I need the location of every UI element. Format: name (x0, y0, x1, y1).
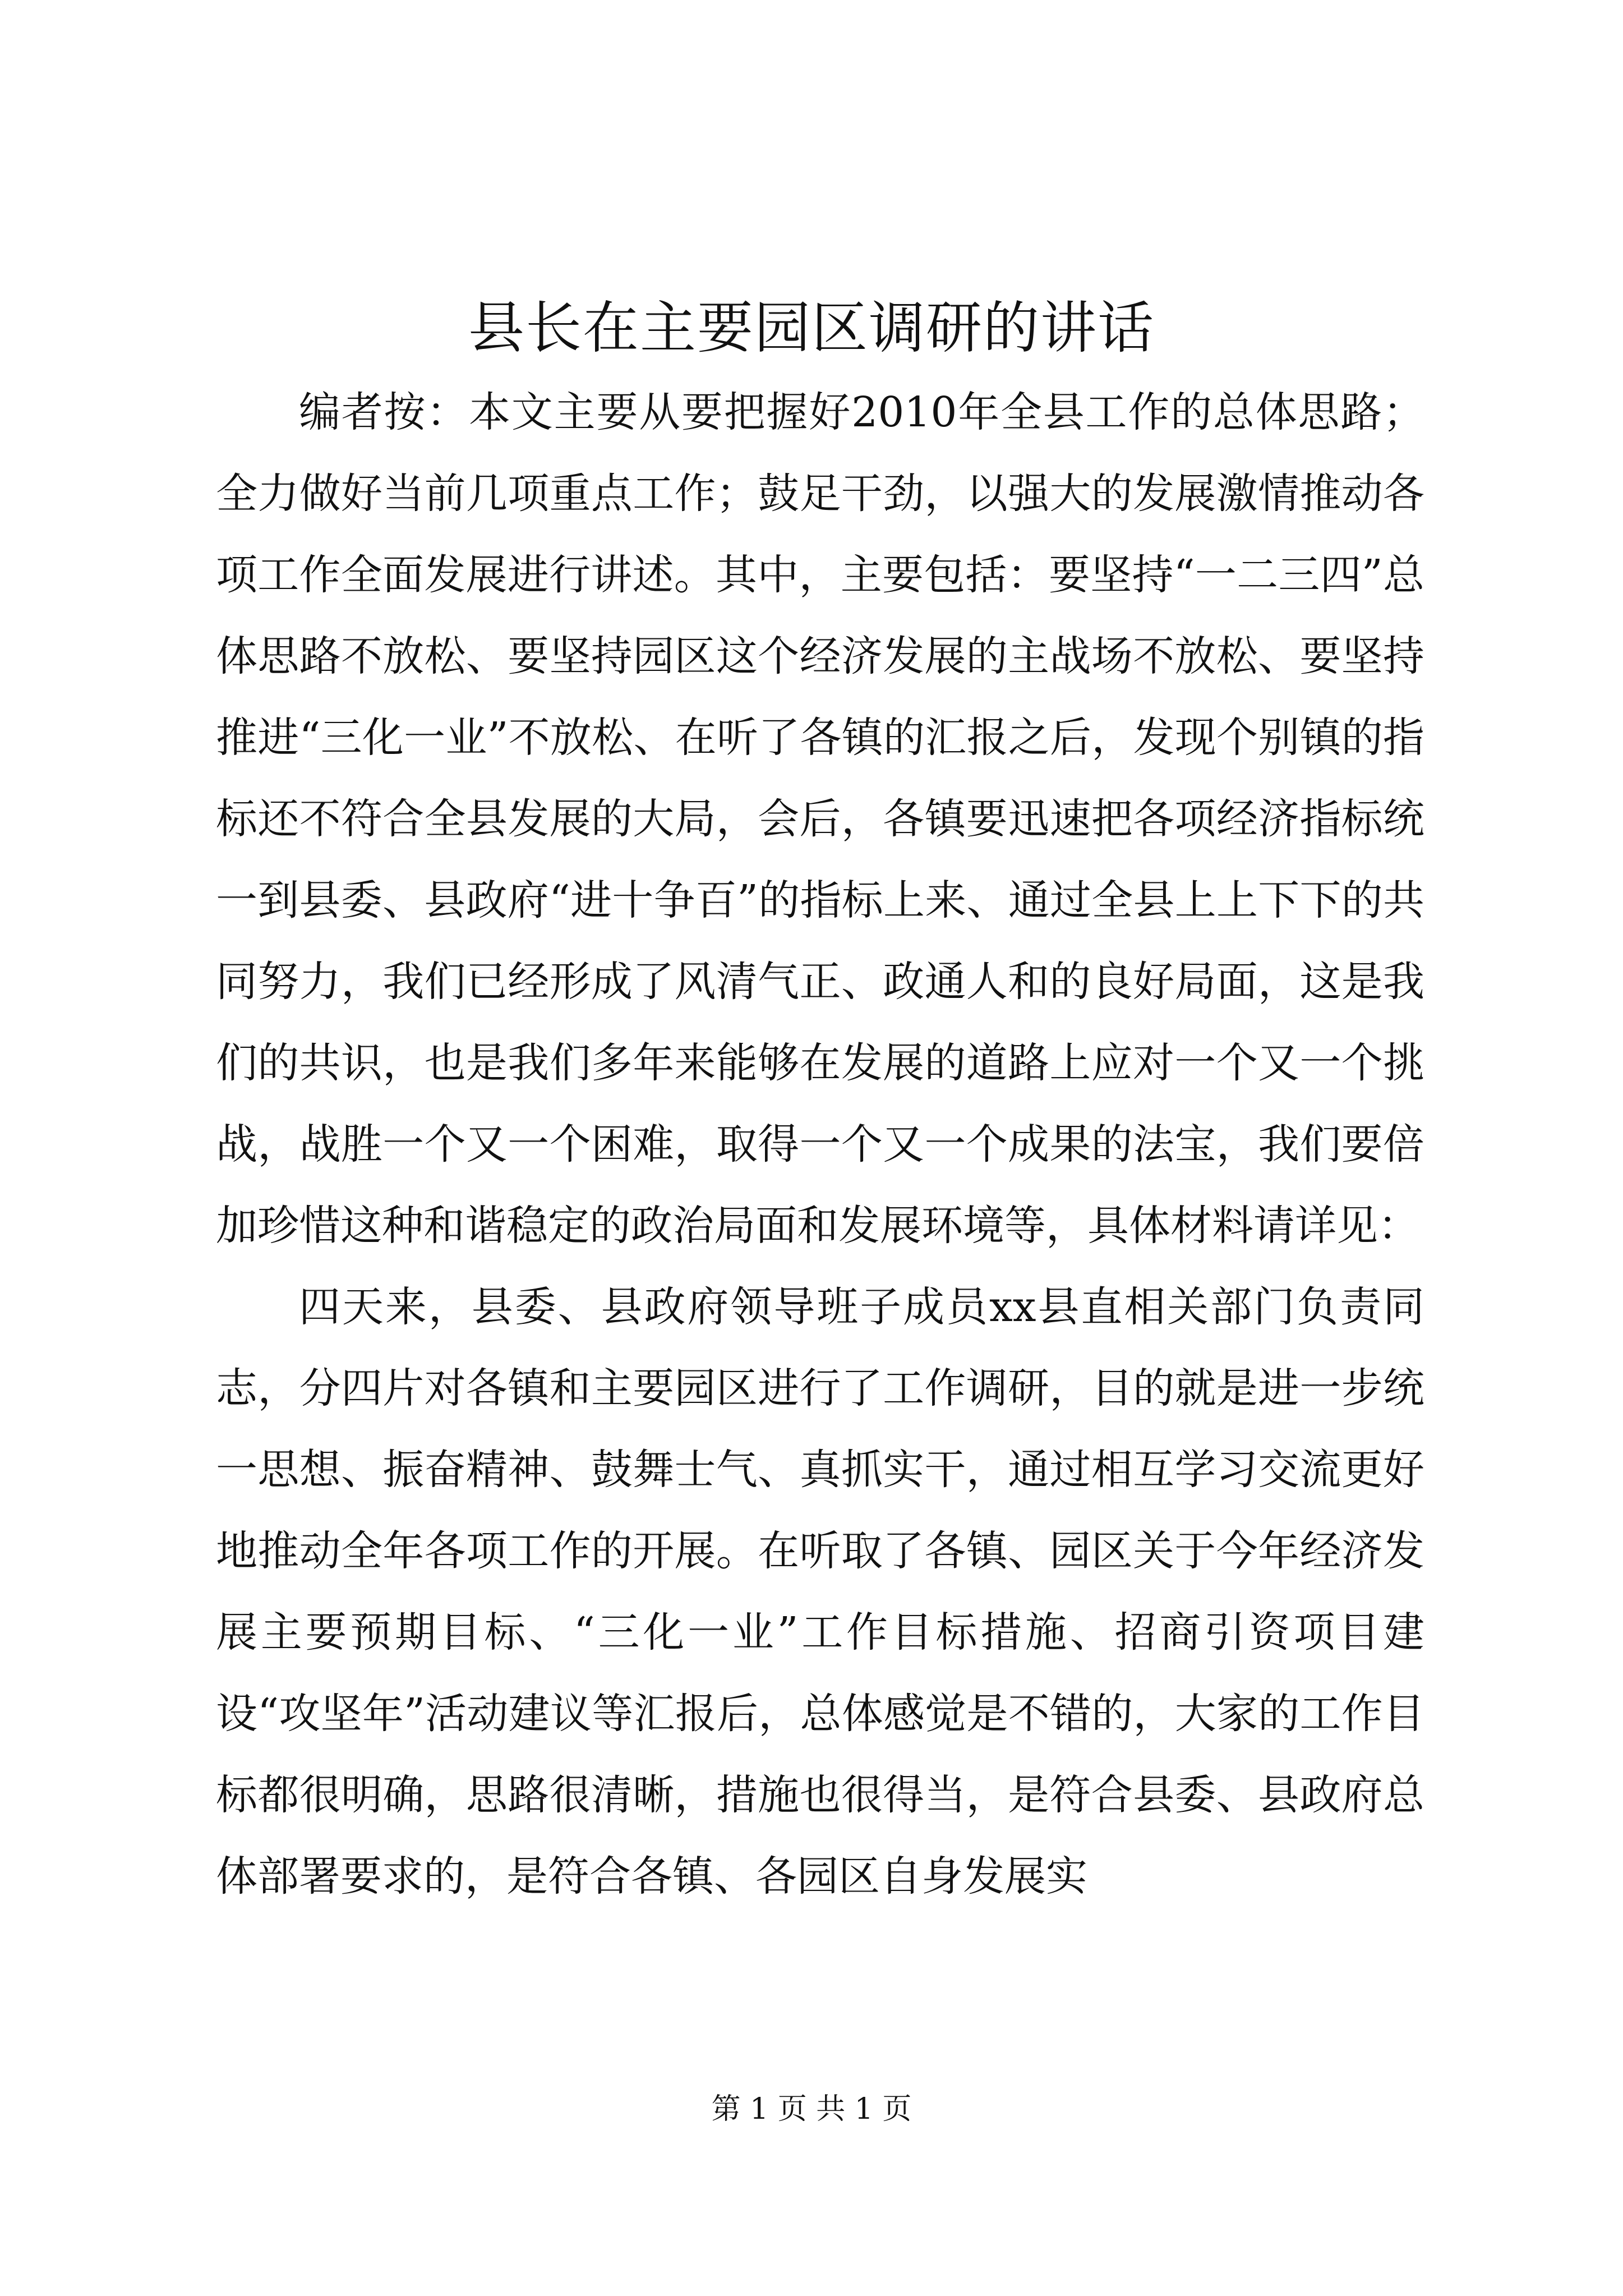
paragraph-editor-note: 编者按：本文主要从要把握好2010年全县工作的总体思路；全力做好当前几项重点工作；鼓足干劲，以强大的发展激情推动各项工作全面发展进行讲述。其中，主要包括：要坚持“一二三四”总体思路不放松、要坚持园区这个经济发展的主战场不放松、要坚持推进“三化一业”不放松、在听了各镇的汇报之后，发现个别镇的指标还不符合全县发展的大局，会后，各镇要迅速把各项经济指标统一到县委、县政府“进十争百”的指标上来、通过全县上上下下的共同努力，我们已经形成了风清气正、政通人和的良好局面，这是我们的共识，也是我们多年来能够在发展的道路上应对一个又一个挑战，战胜一个又一个困难，取得一个又一个成果的法宝，我们要倍加珍惜这种和谐稳定的政治局面和发展环境等，具体材料请详见： (216, 388, 1424, 1250)
page-footer: 第 1 页 共 1 页 (711, 2092, 912, 2126)
document-title: 县长在主要园区调研的讲话 (468, 295, 1155, 361)
paragraph-main: 四天来，县委、县政府领导班子成员xx县直相关部门负责同志，分四片对各镇和主要园区进行了工作调研，目的就是进一步统一思想、振奋精神、鼓舞士气、真抓实干，通过相互学习交流更好地推动全年各项工作的开展。在听取了各镇、园区关于今年经济发展主要预期目标、“三化一业”工作目标措施、招商引资项目建设“攻坚年”活动建议等汇报后，总体感觉是不错的，大家的工作目标都很明确，思路很清晰，措施也很得当，是符合县委、县政府总体部署要求的，是符合各镇、各园区自身发展实 (216, 1283, 1424, 1901)
document-body (216, 372, 1424, 1917)
